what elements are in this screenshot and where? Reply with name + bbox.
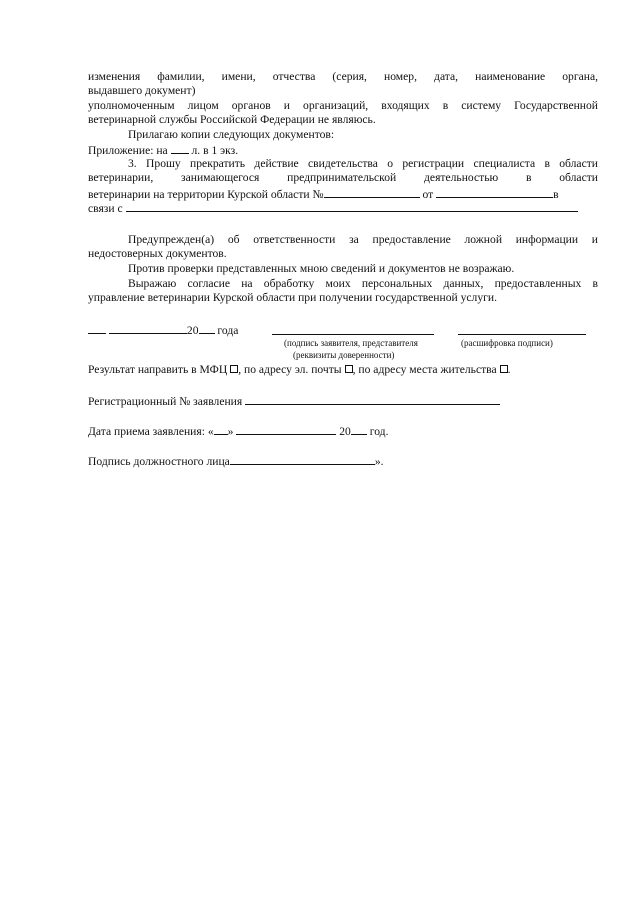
mfc-checkbox[interactable] [230, 365, 238, 373]
address-checkbox[interactable] [500, 365, 508, 373]
paragraph-line: Выражаю согласие на обработку моих персональных данных, предоставленных в [128, 277, 598, 290]
paragraph-line: недостоверных документов. [88, 247, 227, 260]
reason-line [88, 200, 598, 216]
year-prefix: 20 [186, 324, 199, 337]
paragraph-line: ветеринарной службы Российской Федерации не являюсь. [88, 113, 376, 126]
signature-decode-line[interactable] [458, 334, 586, 335]
paragraph-line: 3. Прошу прекратить действие свидетельства о регистрации специалиста в области [128, 157, 598, 170]
paragraph-line: уполномоченным лицом органов и организаций, входящих в систему Государственной [88, 99, 598, 112]
paragraph-line: изменения фамилии, имени, отчества (серия, номер, дата, наименование органа, [88, 70, 598, 83]
receipt-year-suffix: год. [369, 425, 389, 438]
paragraph-line: выдавшего документ) [88, 84, 196, 97]
result-label-mfc: Результат направить в МФЦ [88, 363, 228, 376]
email-checkbox[interactable] [345, 365, 353, 373]
year-suffix: года [217, 324, 239, 337]
day-blank[interactable] [88, 322, 106, 334]
attachment-suffix: л. в 1 экз. [191, 144, 239, 157]
certificate-date-blank[interactable] [436, 186, 553, 198]
applicant-signature-line[interactable] [272, 334, 434, 335]
result-label-address: , по адресу места жительства [352, 363, 497, 376]
reason-blank[interactable] [126, 200, 578, 212]
certificate-label: ветеринарии на территории Курской области № [88, 188, 324, 201]
decode-caption: (расшифровка подписи) [461, 338, 553, 348]
receipt-day-blank[interactable] [214, 423, 228, 435]
signature-caption: (подпись заявителя, представителя [284, 338, 418, 348]
receipt-year-prefix: 20 [339, 425, 351, 438]
signature-date-line [88, 322, 288, 338]
attachment-label: Приложение: на [88, 144, 168, 157]
receipt-date-close: » [227, 425, 234, 438]
paragraph-line: ветеринарии, занимающегося предпринимательской деятельностью в области [88, 171, 598, 184]
year-blank[interactable] [199, 322, 215, 334]
receipt-month-blank[interactable] [236, 423, 336, 435]
result-end: . [507, 363, 511, 376]
certificate-number-blank[interactable] [324, 186, 420, 198]
receipt-date-label: Дата приема заявления: « [88, 425, 214, 438]
official-signature-blank[interactable] [230, 453, 375, 465]
paragraph-line: управление ветеринарии Курской области при получении государственной услуги. [88, 291, 498, 304]
official-label: Подпись должностного лица [88, 455, 230, 468]
registration-label: Регистрационный № заявления [88, 395, 243, 408]
paragraph-line: Предупрежден(а) об ответственности за предоставление ложной информации и [128, 233, 598, 246]
result-label-email: , по адресу эл. почты [238, 363, 342, 376]
registration-line [88, 393, 598, 409]
proxy-caption: (реквизиты доверенности) [293, 350, 395, 360]
pages-blank[interactable] [171, 142, 189, 154]
result-delivery-line [88, 363, 608, 377]
reason-label: связи с [88, 202, 123, 215]
official-end: ». [374, 455, 384, 468]
receipt-year-blank[interactable] [351, 423, 367, 435]
attachment-line [88, 142, 598, 158]
certificate-in: в [553, 188, 559, 201]
receipt-date-line [88, 423, 598, 439]
month-blank[interactable] [109, 322, 187, 334]
paragraph-line: Против проверки представленных мною сведений и документов не возражаю. [128, 262, 515, 275]
certificate-from: от [422, 188, 434, 201]
official-signature-line [88, 453, 598, 469]
registration-number-blank[interactable] [245, 393, 500, 405]
paragraph-line: Прилагаю копии следующих документов: [128, 128, 335, 141]
